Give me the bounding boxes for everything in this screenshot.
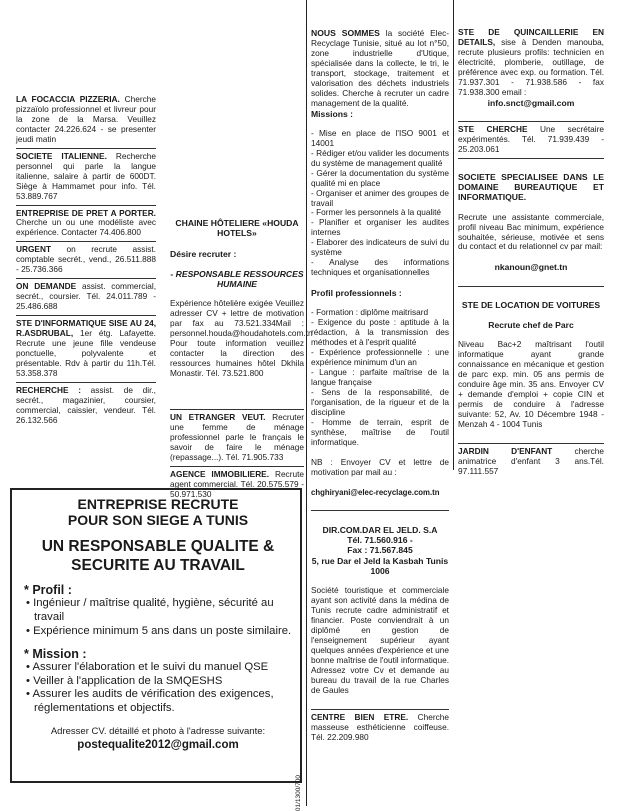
- ad-divider: [16, 382, 156, 383]
- profil-label: * Profil :: [24, 583, 72, 598]
- ad-body: la société Elec-Recyclage Tunisie, situé au lot n°50, zone industrielle d'Utique, spécialisée dans la collecte, le tri, le transport, stockage, traitement et valorisation des déchets industriels solides. Cherche à recruter un cadre management de la qualité.: [311, 27, 449, 108]
- ad-centre-bien-etre: [311, 713, 449, 743]
- apply-instructions: Adresser CV. détaillé et photo à l'adresse suivante:: [50, 725, 266, 737]
- ad-body: Cherche un ou une modéliste avec expérience. Contacter 74.406.800: [16, 217, 156, 238]
- ad-subtitle: Recrute chef de Parc: [488, 319, 574, 330]
- profil-item: • Ingénieur / maîtrise qualité, hygiène, sécurité au travail: [26, 597, 274, 624]
- ad-body: sise à Denden manouba, recrute plusieurs profils: technicien en électricité, plomberie, outillage, de préférence avec exp. ou formation. Tél. 71.937.301 - 71.938.586 - fax 71.938.300 email :: [458, 36, 604, 97]
- column-4: [458, 18, 604, 477]
- ad-title: SOCIETE ITALIENNE.: [16, 150, 107, 161]
- ad-etranger: [170, 413, 304, 463]
- ad-body: assist. commercial, secrét., coursier. Tél. 24.011.789 - 25.486.688: [16, 281, 156, 312]
- mission-item: • Assurer les audits de vérification des exigences, réglementations et objectifs.: [26, 688, 274, 715]
- ad-body: Une secrétaire expérimentés. Tél. 71.939.439 - 25.203.061: [458, 123, 604, 154]
- classified-ad: [16, 95, 156, 145]
- apply-email[interactable]: postequalite2012@gmail.com: [77, 738, 239, 751]
- column-1: [16, 95, 156, 426]
- ad-title: SOCIETE SPECIALISEE DANS LE DOMAINE BUREAUTIQUE ET INFORMATIQUE.: [458, 171, 604, 203]
- ad-divider: [16, 315, 156, 316]
- classified-ad: [16, 386, 156, 426]
- ad-body: assist. de dir., secrét., magazinier, coursier, commercial, caissier, vendeur. Tél. 26.132.566: [16, 384, 156, 425]
- nb-text: NB : Envoyer CV et lettre de motivation par mail au :: [311, 456, 449, 477]
- mission-label: * Mission :: [24, 646, 87, 661]
- ad-body: Recrute une assistante commerciale, profil niveau Bac minimum, expérience souhaitée, sérieuse, motivée et sens du contact et du relationnel cv par mail:: [458, 211, 604, 252]
- ad-elec-recyclage: [311, 18, 449, 507]
- ad-body: Cherche pizzaïolo professionnel et livreur pour la zone de la Marsa. Veuillez contacter 24.226.624 - se presenter jeudi matin: [16, 94, 156, 144]
- missions-list: - Mise en place de l'ISO 9001 et 14001 - Rédiger et/ou valider les documents du système de management qualité - Gérer la documentation du système qualité mi en place - Organiser et animer des groupes de travail - Former les personnels à la qualité - Planifier et organiser les audites internes - Elaborer des indicateurs de suivi du système - Analyse des informations techniques et organisationnelles: [311, 127, 449, 278]
- ad-title: URGENT: [16, 244, 52, 255]
- ad-bureautique: [458, 162, 604, 283]
- column-3: [311, 18, 449, 743]
- ad-location-voitures: [458, 290, 604, 440]
- ad-body: on recrute assist. comptable secrét., vend., 26.511.888 - 25.736.366: [16, 244, 156, 275]
- ad-body: Recrute agent commercial. Tél. 20.575.579 - 50.971.530: [170, 468, 305, 499]
- ad-quincaillerie: [458, 18, 604, 118]
- ad-title: STE DE LOCATION DE VOITURES: [461, 299, 601, 310]
- ad-title: CENTRE BIEN ETRE.: [311, 711, 409, 722]
- ad-title: CHAINE HÔTELIERE «HOUDA HOTELS»: [175, 217, 299, 239]
- mission-item: • Assurer l'élaboration et le suivi du manuel QSE: [26, 660, 269, 673]
- classified-ad: [16, 152, 156, 202]
- contact-email[interactable]: chghiryani@elec-recyclage.com.tn: [311, 487, 440, 497]
- ad-divider: [16, 278, 156, 279]
- ad-title: NOUS SOMMES: [311, 27, 380, 38]
- big-headline: UN RESPONSABLE QUALITE & SECURITE AU TRAVAIL: [41, 538, 275, 574]
- ad-body: Recherche personnel qui parle la langue italienne, salaire à partir de 600DT. Siège à Hammamet pour info. Tél. 53.889.767: [16, 150, 156, 201]
- reference-code: 01/1300/700: [295, 775, 302, 811]
- ad-divider: [16, 148, 156, 149]
- missions-label: Missions :: [311, 108, 354, 119]
- ad-title: AGENCE IMMOBILIERE.: [170, 468, 270, 479]
- profil-item: • Expérience minimum 5 ans dans un poste similaire.: [26, 624, 292, 637]
- ad-body: Cherche masseuse esthéticienne coiffeuse. Tél. 22.209.980: [311, 711, 449, 742]
- ad-houda-hotels: [170, 208, 313, 389]
- ad-responsable-qualite: [10, 488, 302, 811]
- profil-list: - Formation : diplôme maitrisard - Exigence du poste : aptitude à la rédaction, à la transmission des méthodes et à l'esprit qualité - Expérience professionnelle : une expérience minimum d'un an - Langue : parfaite maîtrise de la langue française - Sens de la responsabilité, de l'organisation, de la rigueur et de la discipline - Homme de terrain, esprit de synthèse, maîtrise de l'outil informatique.: [311, 307, 449, 447]
- profil-label: Profil professionnels :: [311, 288, 402, 299]
- ad-title: RECHERCHE :: [16, 384, 81, 395]
- ad-title: STE D'INFORMATIQUE SISE AU 24, R.ASDRUBAL,: [16, 318, 156, 339]
- column-2: [170, 208, 313, 500]
- ad-ste-cherche: [458, 125, 604, 155]
- ad-dar-el-jeld: [311, 515, 449, 706]
- classified-ad: [16, 209, 156, 239]
- ad-title: STE DE QUINCAILLERIE EN DETAILS,: [458, 26, 604, 47]
- ad-jardin-enfant: [458, 447, 604, 477]
- ad-title: ENTREPRISE DE PRET A PORTER.: [16, 207, 156, 218]
- ad-title: STE CHERCHE: [458, 123, 528, 134]
- ad-body: cherche animatrice d'enfant 3 ans.Tél. 97.111.557: [458, 445, 604, 476]
- ad-title: JARDIN D'ENFANT: [458, 445, 553, 456]
- ad-title: ON DEMANDE: [16, 281, 77, 292]
- ad-email[interactable]: info.snct@gmail.com: [487, 97, 575, 108]
- ad-divider: [16, 205, 156, 206]
- ad-title: UN ETRANGER VEUT.: [170, 411, 266, 422]
- ad-header: DIR.COM.DAR EL JELD. S.A Tél. 71.560.916 - Fax : 71.567.845 5, rue Dar el Jeld la Kasbah Tunis 1006: [311, 524, 449, 577]
- ad-subtitle: Désire recruter :: [170, 248, 237, 259]
- mission-item: • Veiller à l'application de la SMQESHS: [26, 674, 223, 687]
- classified-ad: [16, 319, 156, 379]
- ad-role: - RESPONSABLE RESSOURCES HUMAINE: [170, 268, 304, 290]
- ad-body: 1er étg. Lafayette. Recrute une jeune fille vendeuse ponctuelle, polyvalente et présentable. Rdv à partir du 11h.Tél. 53.358.378: [16, 328, 156, 378]
- ad-body: Société touristique et commerciale ayant son activité dans la médina de Tunis recrute cadre administratif et financier. Poste conviendrait à un diplômé en gestion de l'enseignement supérieur ayant quelques années d'expérience et une bonne maîtrise de l'outil informatique. Adressez votre Cv et demande au bureau du travail de la rue Charles de Gaules: [311, 585, 449, 695]
- classified-ad: [16, 245, 156, 275]
- ad-divider: [16, 241, 156, 242]
- classified-ad: [16, 282, 156, 312]
- ad-body: Niveau Bac+2 maîtrisant l'outil informatique ayant grande connaissance en mécanique et gestion de parc exp. min. 05 ans permis de conduire âge min. 35 ans. Envoyer CV + demande d'emploi + copie CIN et permis de conduire à l'adresse suivante: 52, Av. 10 Décembre 1948 - Menzah 4 - 1004 Tunis: [458, 339, 604, 429]
- ad-body: Expérience hôtelière exigée Veuillez adresser CV + lettre de motivation par fax au 73.521.334Mail : personnel.houda@houdahotels.com.tn Pour toute information veuillez contacter la direction des ressources humaines hôtel Dkhila Monastir. Tél. 73.521.800: [170, 298, 313, 379]
- ad-body: Recruter une femme de ménage professionnel parle le français le savoir de faire le ménage (repassage...). Tél. 71.905.733: [170, 411, 304, 462]
- ad-email[interactable]: nkanoun@gnet.tn: [494, 262, 568, 273]
- ad-title: LA FOCACCIA PIZZERIA.: [16, 94, 120, 104]
- big-title: ENTREPRISE RECRUTE POUR SON SIEGE A TUNIS: [67, 496, 249, 529]
